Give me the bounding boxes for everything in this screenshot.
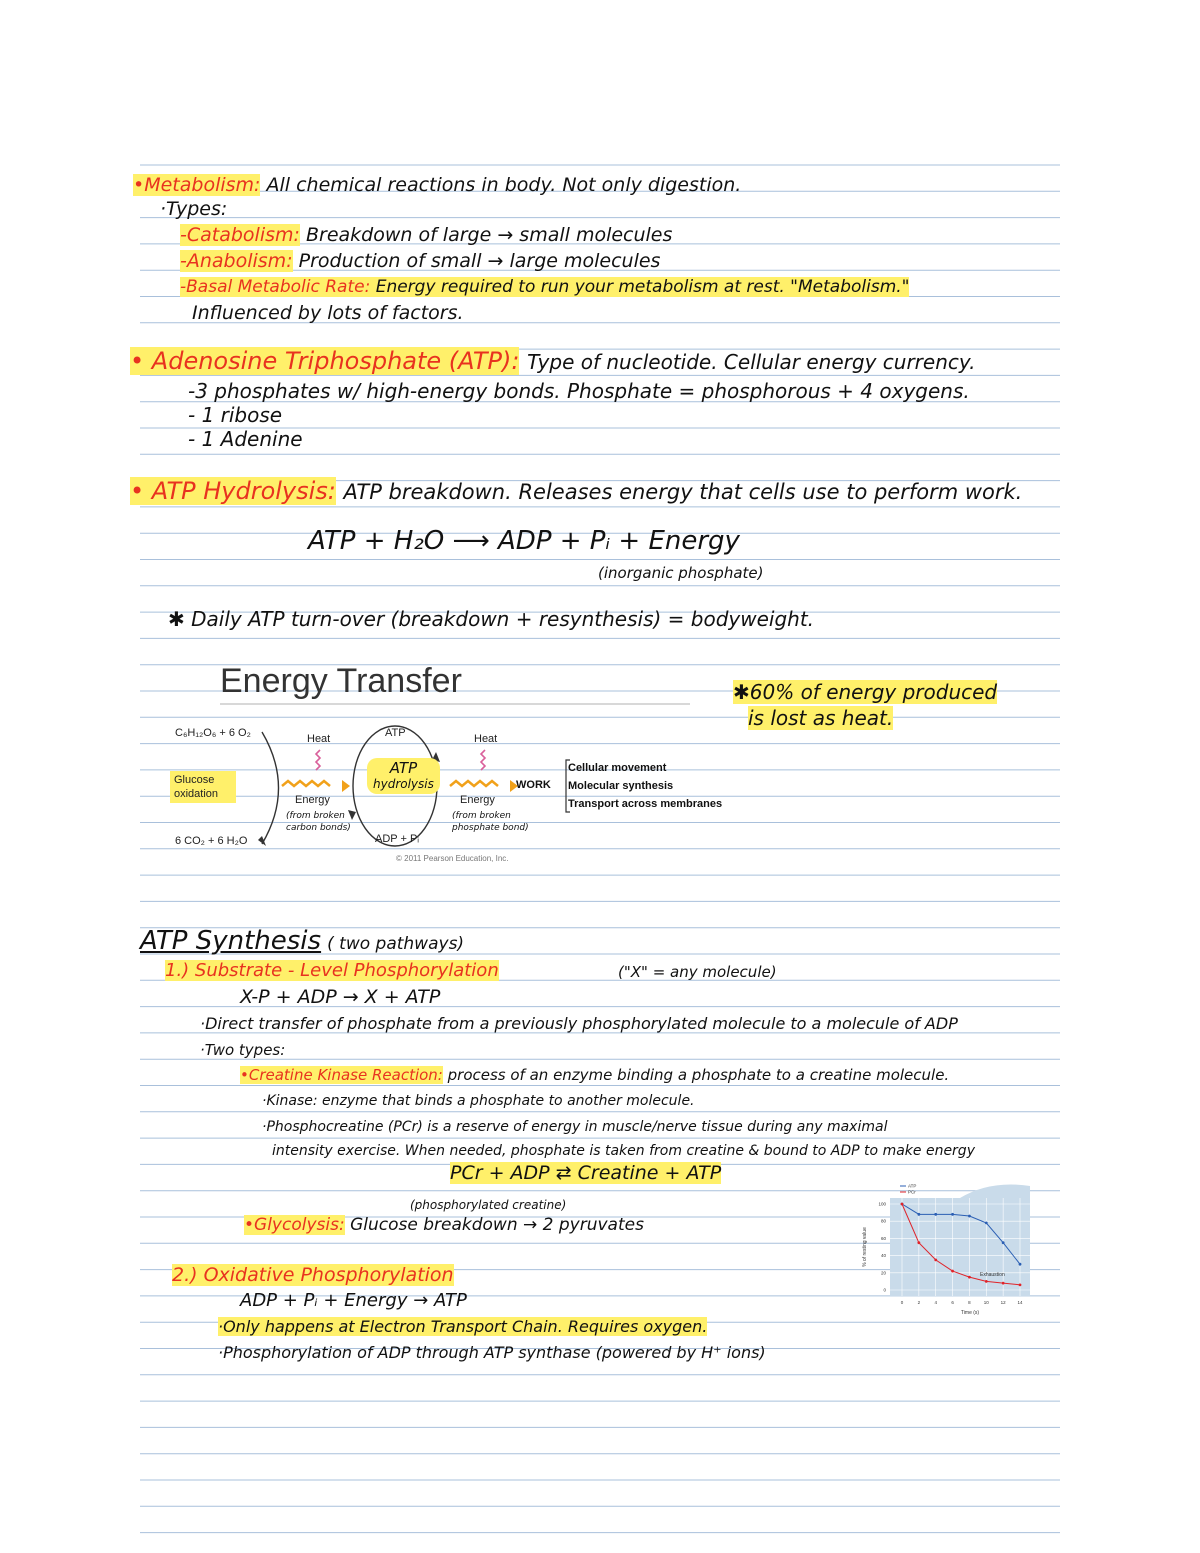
- glucose-arc: [262, 732, 279, 844]
- atp-item-adenine: - 1 Adenine: [188, 427, 303, 451]
- x-molecule-note: ("X" = any molecule): [618, 963, 777, 981]
- heat-loss-note-2: [748, 707, 893, 729]
- atp-definition: Type of nucleotide. Cellular energy currency.: [527, 350, 976, 374]
- glucose-oxidation-box: [170, 771, 236, 803]
- data-point-atp: [951, 1213, 954, 1216]
- energy-right-label: Energy: [460, 794, 495, 806]
- catabolism-term: -Catabolism:: [180, 224, 300, 246]
- figure-copyright: © 2011 Pearson Education, Inc.: [396, 854, 509, 863]
- energy-left-note-2: carbon bonds): [286, 823, 351, 833]
- creatine-kinase-line: [240, 1064, 949, 1086]
- y-tick-label: 80: [880, 1218, 886, 1224]
- atp-top-label: ATP: [385, 727, 406, 739]
- x-tick-label: 8: [968, 1300, 971, 1305]
- x-tick-label: 0: [900, 1300, 904, 1305]
- oxidation-label: oxidation: [174, 788, 219, 800]
- graph-legend: [900, 1184, 916, 1195]
- x-tick-label: 6: [951, 1300, 954, 1305]
- pathway-1-line: [165, 960, 499, 982]
- glycolysis-line: [244, 1214, 644, 1236]
- energy-wave-right: [450, 781, 498, 786]
- adp-bottom-label: ADP + Pᵢ: [375, 833, 420, 845]
- graph-y-label: % of resting value: [862, 1227, 868, 1267]
- data-point-pcr: [951, 1270, 954, 1273]
- heat-squiggle-right: [481, 750, 485, 770]
- data-point-atp: [934, 1213, 937, 1216]
- atp-hydrolysis-line1: ATP: [389, 759, 418, 777]
- y-tick-label: 20: [880, 1270, 886, 1276]
- oxidative-bullet-1-line: [218, 1316, 707, 1338]
- x-tick-label: 14: [1017, 1300, 1023, 1305]
- data-point-pcr: [1019, 1283, 1022, 1286]
- pathway-2-line: [172, 1264, 454, 1286]
- glycolysis-definition: Glucose breakdown → 2 pyruvates: [350, 1215, 644, 1235]
- graph-y-ticks: [878, 1202, 886, 1293]
- figure-title-rule: [220, 703, 690, 705]
- two-types-bullet: ·Two types:: [200, 1041, 286, 1059]
- pathway-1-title: 1.) Substrate - Level Phosphorylation: [165, 960, 499, 981]
- data-point-pcr: [1002, 1282, 1005, 1285]
- data-point-atp: [968, 1215, 971, 1218]
- data-point-pcr: [917, 1241, 920, 1244]
- pcr-equation: PCr + ADP ⇄ Creatine + ATP: [450, 1162, 722, 1184]
- reactants-label: C₆H₁₂O₆ + 6 O₂: [175, 727, 251, 739]
- work-label: WORK: [516, 779, 551, 791]
- energy-wave-left: [282, 781, 330, 786]
- catabolism-definition: Breakdown of large → small molecules: [305, 224, 673, 246]
- work-item-transport: Transport across membranes: [568, 798, 723, 810]
- anabolism-term: -Anabolism:: [180, 250, 293, 272]
- data-point-atp: [917, 1213, 920, 1216]
- data-point-atp: [1002, 1241, 1005, 1244]
- y-tick-label: 60: [880, 1235, 886, 1241]
- atp-hydrolysis-line2: hydrolysis: [373, 777, 434, 791]
- atp-item-ribose: - 1 ribose: [188, 403, 283, 427]
- creatine-kinase-definition: process of an enzyme binding a phosphate to a creatine molecule.: [447, 1066, 950, 1084]
- glucose-arc-arrowhead: [258, 836, 266, 846]
- daily-turnover-note: ✱ Daily ATP turn-over (breakdown + resynthesis) = bodyweight.: [168, 607, 815, 631]
- figure-title: Energy Transfer: [220, 662, 462, 700]
- graph-plot-area: [890, 1198, 1030, 1296]
- energy-left-note: [286, 810, 351, 834]
- synthesis-heading-note: ( two pathways): [327, 934, 465, 954]
- synthesis-heading-line: [140, 926, 465, 956]
- atp-term: • Adenosine Triphosphate (ATP):: [130, 347, 520, 375]
- atp-pcr-graph: [860, 1180, 1040, 1320]
- bmr-term: -Basal Metabolic Rate:: [180, 277, 371, 297]
- products-label: 6 CO₂ + 6 H₂O: [175, 835, 248, 847]
- glycolysis-term: •Glycolysis:: [244, 1215, 345, 1235]
- metabolism-line: [133, 174, 741, 196]
- creatine-kinase-term: •Creatine Kinase Reaction:: [240, 1066, 443, 1084]
- y-tick-label: 40: [880, 1253, 886, 1259]
- bmr-definition-2: Influenced by lots of factors.: [192, 302, 464, 324]
- data-point-pcr: [985, 1280, 988, 1283]
- atp-line: [130, 347, 976, 375]
- oxidative-equation: ADP + Pᵢ + Energy → ATP: [240, 1290, 467, 1311]
- kinase-definition: ·Kinase: enzyme that binds a phosphate to another molecule.: [262, 1093, 695, 1109]
- oxidative-bullet-2: ·Phosphorylation of ADP through ATP synthase (powered by H⁺ ions): [218, 1343, 766, 1362]
- metabolism-term: •Metabolism:: [133, 174, 261, 196]
- synthesis-heading: ATP Synthesis: [140, 926, 322, 956]
- work-item-molecular-synthesis: Molecular synthesis: [568, 780, 674, 792]
- heat-left-label: Heat: [307, 733, 331, 745]
- pcr-equation-line: [450, 1162, 721, 1184]
- x-tick-label: 12: [1000, 1300, 1006, 1305]
- hydrolysis-term: • ATP Hydrolysis:: [130, 477, 336, 505]
- bmr-line: [180, 276, 909, 298]
- graph-exhaustion-annotation: Exhaustion: [980, 1272, 1005, 1278]
- hydrolysis-line: [130, 477, 1023, 505]
- anabolism-definition: Production of small → large molecules: [298, 250, 661, 272]
- hydrolysis-definition: ATP breakdown. Releases energy that cells use to perform work.: [343, 480, 1023, 504]
- heat-right-label: Heat: [474, 733, 498, 745]
- legend-label-pcr: PCr: [908, 1189, 916, 1195]
- pathway-2-title: 2.) Oxidative Phosphorylation: [172, 1264, 454, 1286]
- heat-loss-note-text-1: ✱60% of energy produced: [733, 680, 998, 704]
- bmr-highlight: [180, 277, 909, 297]
- graph-x-label: Time (s): [960, 1310, 980, 1316]
- types-label: ·Types:: [160, 198, 228, 220]
- catabolism-line: [180, 224, 672, 246]
- y-tick-label: 0: [883, 1287, 886, 1293]
- hydrolysis-equation: ATP + H₂O ⟶ ADP + Pᵢ + Energy: [308, 526, 740, 556]
- atp-hydrolysis-bubble: [367, 758, 440, 794]
- phosphocreatine-line-1: ·Phosphocreatine (PCr) is a reserve of energy in muscle/nerve tissue during any maximal: [262, 1119, 888, 1135]
- heat-loss-note-1: [733, 681, 997, 703]
- inorganic-phosphate-note: (inorganic phosphate): [598, 564, 764, 582]
- phosphocreatine-line-2: intensity exercise. When needed, phosphate is taken from creatine & bound to ADP to make energy: [272, 1143, 975, 1159]
- graph-plot-area-top: [960, 1185, 1030, 1199]
- data-point-atp: [985, 1222, 988, 1225]
- heat-loss-note-text-2: is lost as heat.: [748, 706, 894, 730]
- x-tick-label: 2: [917, 1300, 921, 1305]
- phosphorylated-creatine-note: (phosphorylated creatine): [410, 1198, 567, 1212]
- energy-right-note-2: phosphate bond): [452, 823, 529, 833]
- x-tick-label: 4: [934, 1300, 937, 1305]
- energy-right-note-1: (from broken: [452, 811, 511, 821]
- energy-left-label: Energy: [295, 794, 330, 806]
- heat-squiggle-left: [316, 750, 320, 770]
- graph-x-ticks: [901, 1300, 1023, 1305]
- glucose-label: Glucose: [174, 774, 215, 786]
- oxidative-bullet-1: ·Only happens at Electron Transport Chain. Requires oxygen.: [218, 1317, 708, 1336]
- anabolism-line: [180, 250, 660, 272]
- data-point-pcr: [901, 1203, 904, 1206]
- x-tick-label: 10: [983, 1300, 989, 1305]
- direct-transfer-bullet: ·Direct transfer of phosphate from a previously phosphorylated molecule to a molecule of ADP: [200, 1014, 958, 1033]
- energy-wave-left-head: [342, 780, 350, 792]
- legend-label-atp: ATP: [908, 1183, 917, 1189]
- metabolism-definition: All chemical reactions in body. Not only digestion.: [266, 174, 742, 196]
- energy-left-note-1: (from broken: [286, 811, 345, 821]
- data-point-pcr: [934, 1259, 937, 1262]
- data-point-atp: [1019, 1263, 1022, 1266]
- bmr-definition: Energy required to run your metabolism at rest. "Metabolism.": [375, 277, 910, 297]
- y-tick-label: 100: [878, 1201, 886, 1207]
- energy-right-note: [452, 810, 529, 834]
- substrate-equation: X-P + ADP → X + ATP: [240, 986, 441, 1008]
- data-point-pcr: [968, 1276, 971, 1279]
- atp-item-phosphates: -3 phosphates w/ high-energy bonds. Phosphate = phosphorous + 4 oxygens.: [188, 379, 970, 403]
- work-item-cellular-movement: Cellular movement: [568, 762, 667, 774]
